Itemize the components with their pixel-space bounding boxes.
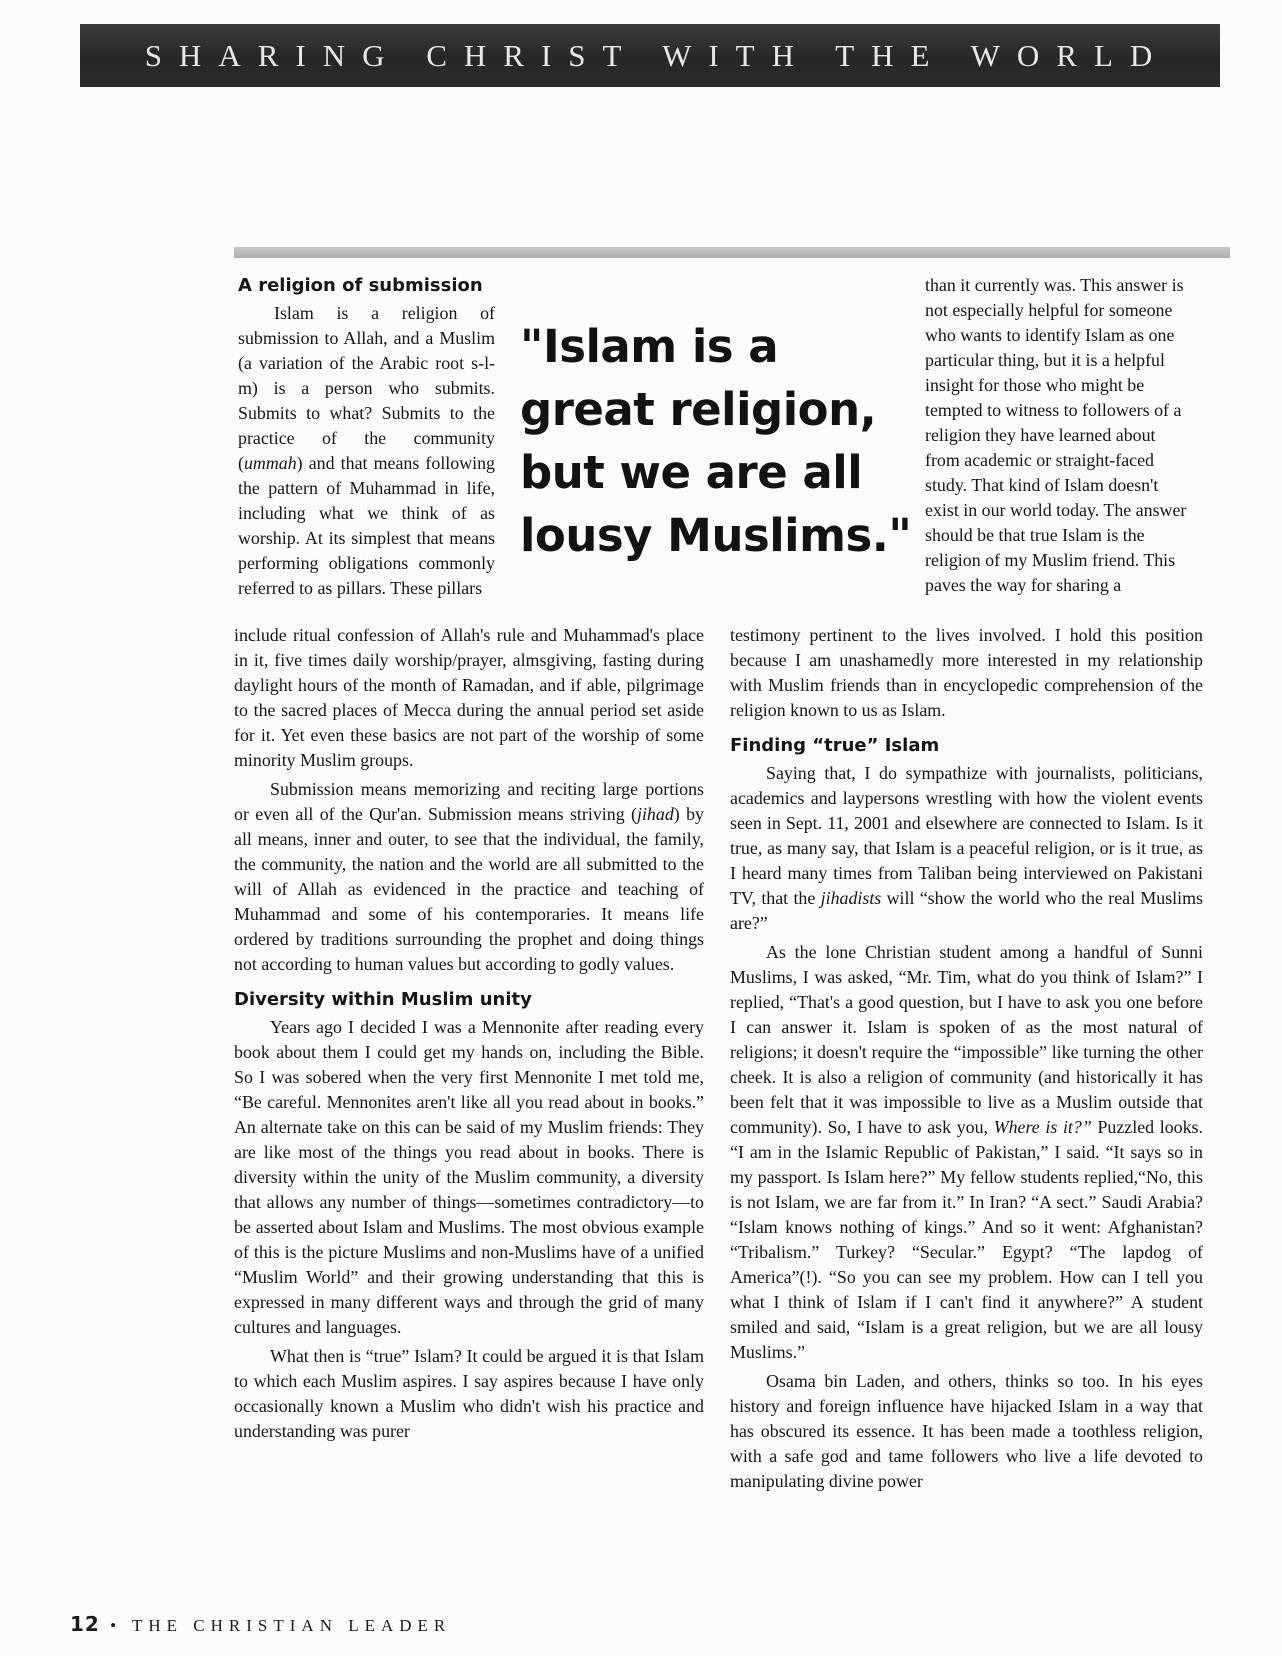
banner-title: SHARING CHRIST WITH THE WORLD (144, 37, 1170, 73)
paragraph: than it currently was. This answer is not especially helpful for someone who wants to identify Islam as one particular thing, but it is a helpful insight for those who might be tempted to witness to followers of a religion they have learned about from academic or straight-faced study. That kind of Islam doesn't exist in our world today. The answer should be that true Islam is the religion of my Muslim friend. This paves the way for sharing a (925, 275, 1187, 595)
section-banner (80, 24, 1220, 87)
pull-quote (520, 315, 915, 567)
paragraph: Years ago I decided I was a Mennonite after reading every book about them I could get my hands on, including the Bible. So I was sobered when the very first Mennonite I met told me, “Be careful. Mennonites aren't like all you read about in books.” An alternate take on this can be said of my Muslim friends: They are like most of the things you read about in books. There is diversity within the unity of the Muslim community, a diversity that allows any number of things—sometimes contradictory—to be asserted about Islam and Muslims. The most obvious example of this is the picture Muslims and non-Muslims have of a unified “Muslim World” and their growing understanding that this is expressed in many different ways and through the grid of many cultures and languages. (234, 1017, 704, 1337)
pull-quote-line: lousy Muslims." (520, 509, 912, 562)
publication-name: THE CHRISTIAN LEADER (132, 1616, 452, 1635)
paragraph: Osama bin Laden, and others, thinks so too. In his eyes history and foreign influence have hijacked Islam in a way that has obscured its essence. It has been made a toothless religion, with a safe god and tame followers who live a life devoted to manipulating divine power (730, 1371, 1203, 1491)
paragraph: As the lone Christian student among a handful of Sunni Muslims, I was asked, “Mr. Tim, what do you think of Islam?” I replied, “That's a good question, but I have to ask you one before I can answer it. Islam is spoken of as the most natural of religions; it doesn't require the “impossible” like turning the other cheek. It is also a religion of community (and historically it has been felt that it was impossible to live as a Muslim outside that community). So, I have to ask you, Where is it?” Puzzled looks. “I am in the Islamic Republic of Pakistan,” I said. “It says so in my passport. Is Islam here?” My fellow students replied,“No, this is not Islam, we are far from it.” In Iran? “A sect.” Saudi Arabia? “Islam knows nothing of kings.” And so it went: Afghanistan? “Tribalism.” Turkey? “Secular.” Egypt? “The lapdog of America”(!). “So you can see my problem. How can I tell you what I think of Islam if I can't find it anywhere?” A student smiled and said, “Islam is a great religion, but we are all lousy Muslims.” (730, 942, 1203, 1362)
left-column-top (238, 273, 495, 601)
page-footer (70, 1612, 451, 1636)
divider-rule (234, 247, 1230, 258)
paragraph: What then is “true” Islam? It could be argued it is that Islam to which each Muslim aspires. I say aspires because I have only occasionally known a Muslim who didn't wish his practice and understanding was purer (234, 1346, 704, 1441)
paragraph: Submission means memorizing and reciting large portions or even all of the Qur'an. Submission means striving (jihad) by all means, inner and outer, to see that the individual, the family, the community, the nation and the world are all submitted to the will of Allah as evidenced in the practice and teaching of Muhammad and some of his contemporaries. It means life ordered by traditions surrounding the prophet and doing things not according to human values but according to godly values. (234, 779, 704, 974)
paragraph: testimony pertinent to the lives involved. I hold this position because I am unashamedly more interested in my relationship with Muslim friends than in encyclopedic comprehension of the religion known to us as Islam. (730, 625, 1203, 720)
section-heading-diversity: Diversity within Muslim unity (234, 989, 532, 1010)
left-column-bottom (234, 623, 704, 1444)
paragraph: Saying that, I do sympathize with journalists, politicians, academics and laypersons wrestling with how the violent events seen in Sept. 11, 2001 and elsewhere are connected to Islam. Is it true, as many say, that Islam is a peaceful religion, or is it true, as I heard many times from Taliban being interviewed on Pakistani TV, that the jihadists will “show the world who the real Muslims are?” (730, 763, 1203, 933)
right-column-bottom (730, 623, 1203, 1494)
right-column-top (925, 273, 1192, 598)
paragraph: Islam is a religion of submission to Allah, and a Muslim (a variation of the Arabic root s-l-m) is a person who submits. Submits to what? Submits to the practice of the community (ummah) and that means following the pattern of Muhammad in life, including what we think of as worship. At its simplest that means performing obligations commonly referred to as pillars. These pillars (238, 303, 495, 598)
paragraph: include ritual confession of Allah's rule and Muhammad's place in it, five times daily worship/prayer, almsgiving, fasting during daylight hours of the month of Ramadan, and if able, pilgrimage to the sacred places of Mecca during the annual period set aside for it. Yet even these basics are not part of the worship of some minority Muslim groups. (234, 625, 704, 770)
section-heading-true-islam: Finding “true” Islam (730, 735, 940, 756)
section-heading-submission: A religion of submission (238, 275, 483, 296)
footer-bullet: • (110, 1616, 123, 1635)
pull-quote-line: great religion, (520, 383, 877, 436)
pull-quote-line: "Islam is a (520, 320, 779, 373)
page-number: 12 (70, 1612, 100, 1636)
pull-quote-line: but we are all (520, 446, 863, 499)
